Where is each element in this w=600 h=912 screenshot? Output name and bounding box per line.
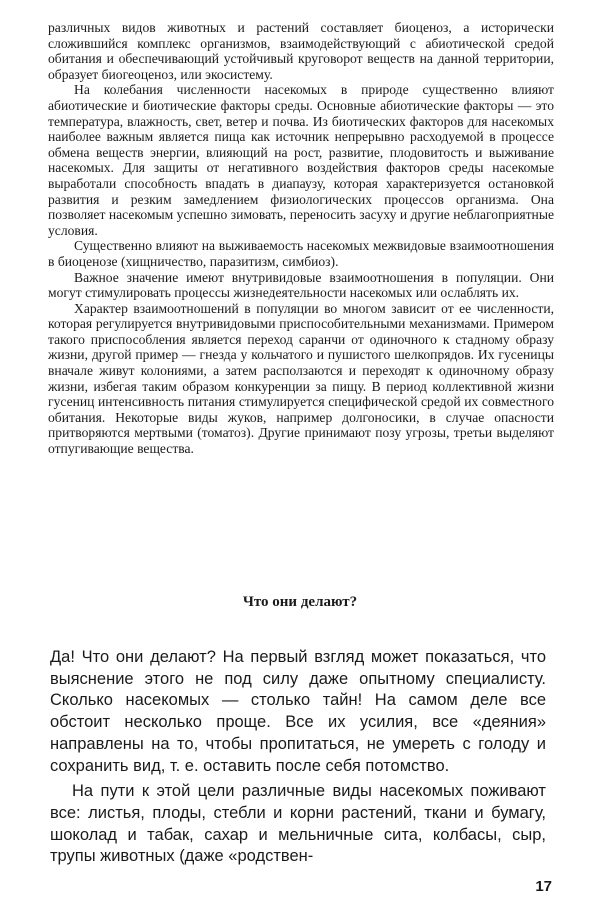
paragraph: На пути к этой цели различные виды насекомых поживают все: листья, плоды, стебли и корни растений, ткани и бумагу, шоколад и табак, сахар и мельничные сита, колбасы, сыр, трупы животных (даже «родствен- (50, 782, 546, 866)
main-text-section (50, 647, 546, 868)
small-print-section (48, 20, 554, 457)
paragraph: Да! Что они делают? На первый взгляд может показаться, что выяснение этого не под силу даже опытному специалисту. Сколько насекомых — столько тайн! На самом деле все обстоит несколько проще. Все их усилия, все «деяния» направлены на то, чтобы пропитаться, не умереть с голоду и сохранить вид, т. е. оставить после себя потомство. (50, 648, 546, 775)
paragraph: Существенно влияют на выживаемость насекомых межвидовые взаимоотношения в биоценозе (хищничество, паразитизм, симбиоз). (48, 238, 554, 269)
paragraph: Важное значение имеют внутривидовые взаимоотношения в популяции. Они могут стимулировать процессы жизнедеятельности насекомых или ослаблять их. (48, 269, 554, 301)
page-number: 17 (535, 878, 552, 895)
paragraph: На колебания численности насекомых в природе существенно влияют абиотические и биотические факторы среды. Основные абиотические факторы — это температура, влажность, свет, ветер и почва. Из биотических факторов для насекомых наиболее важным является пища как источник непрерывно расходуемой в процессе обмена веществ энергии, влияющий на рост, развитие, плодовитость и выживание насекомых. Для защиты от негативного воздействия факторов среды насекомые выработали способность впадать в диапаузу, которая характеризуется остановкой развития и резким замедлением физиологических процессов организма. Она позволяет насекомым успешно зимовать, переносить засуху и другие неблагоприятные условия. (48, 82, 554, 238)
paragraph: различных видов животных и растений составляет биоценоз, а исторически сложившийся комплекс организмов, взаимодействующий с абиотической средой обитания и обеспечивающий устойчивый круговорот веществ на данной территории, образует биогеоценоз, или экосистему. (48, 20, 554, 82)
section-heading: Что они делают? (242, 594, 358, 610)
paragraph: Характер взаимоотношений в популяции во многом зависит от ее численности, которая регулируется внутривидовыми приспособительными механизмами. Примером такого приспособления является переход саранчи от одиночного к стадному образу жизни, другой пример — гнезда у кольчатого и пушистого шелкопрядов. Их гусеницы вначале живут колониями, а затем расползаются и переходят к одиночному образу жизни, избегая таким образом конкуренции за пищу. В период коллективной жизни гусениц интенсивность питания стимулируется специфической средой их совместного обитания. Некоторые виды жуков, например долгоносики, в случае опасности притворяются мертвыми (томатоз). Другие принимают позу угрозы, третьи выделяют отпугивающие вещества. (48, 300, 554, 457)
